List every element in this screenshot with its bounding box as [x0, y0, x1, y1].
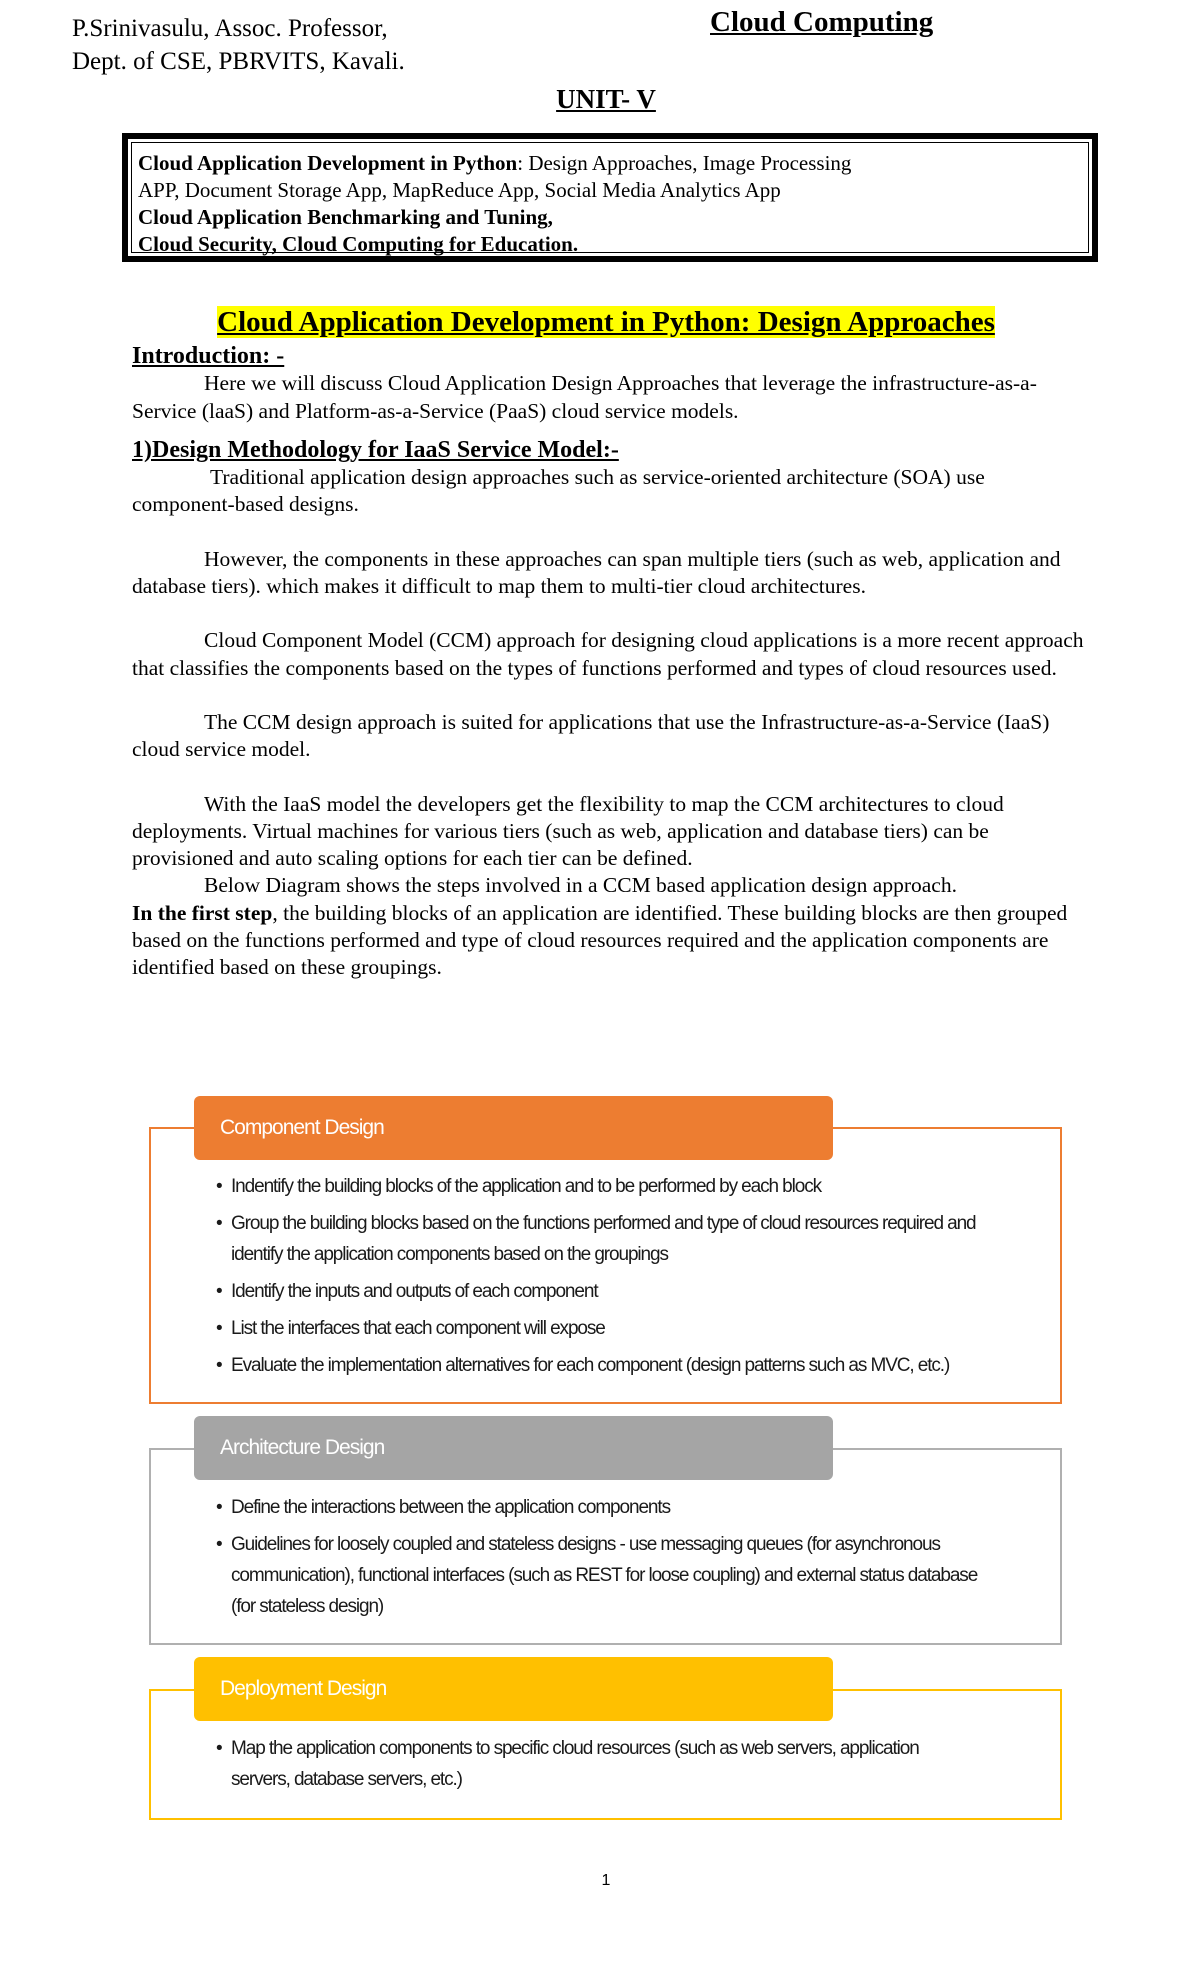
architecture-design-list [218, 1492, 978, 1628]
page-number: 1 [601, 1872, 611, 1889]
department-line: Dept. of CSE, PBRVITS, Kavali. [72, 48, 405, 75]
main-text [132, 343, 1087, 982]
intro-heading: Introduction: - [132, 343, 285, 369]
syllabus-box [122, 133, 1098, 262]
syllabus-topic: Cloud Security, Cloud Computing for Education. [138, 232, 579, 256]
component-design-header: Component Design [194, 1096, 833, 1160]
paragraph: Cloud Component Model (CCM) approach for designing cloud applications is a more recent approach that classifies the components based on the types of functions performed and types of cloud resources used. [132, 628, 1084, 680]
paragraph [132, 900, 1087, 982]
paragraph: With the IaaS model the developers get the flexibility to map the CCM architectures to cloud deployments. Virtual machines for various tiers (such as web, application and database tiers) can be provisioned and auto scaling options for each tier can be defined. [132, 791, 1004, 871]
unit-title: UNIT- V [556, 84, 656, 114]
deployment-design-header: Deployment Design [194, 1657, 833, 1721]
iaas-heading: 1)Design Methodology for IaaS Service Model:- [132, 436, 619, 463]
list-item: • Define the interactions between the application components [218, 1492, 978, 1523]
syllabus-topic: Cloud Application Benchmarking and Tuning, [138, 205, 553, 229]
author-line: P.Srinivasulu, Assoc. Professor, [72, 15, 388, 42]
list-item: • Identify the inputs and outputs of each component [218, 1276, 978, 1307]
list-item: • Indentify the building blocks of the application and to be performed by each block [218, 1171, 978, 1202]
syllabus-topic: Cloud Application Development in Python [138, 151, 518, 175]
deployment-design-list [218, 1733, 978, 1801]
syllabus-text: : Design Approaches, Image Processing [517, 151, 852, 175]
architecture-design-header: Architecture Design [194, 1416, 833, 1480]
paragraph: Below Diagram shows the steps involved in a CCM based application design approach. [204, 873, 957, 898]
emphasis: In the first step [132, 900, 273, 925]
paragraph: The CCM design approach is suited for applications that use the Infrastructure-as-a-Service (IaaS) cloud service model. [132, 709, 1050, 762]
list-item: • Group the building blocks based on the functions performed and type of cloud resources required and identify the application components based on the groupings [218, 1208, 978, 1270]
component-design-list [218, 1171, 978, 1387]
list-item: • List the interfaces that each component will expose [218, 1313, 978, 1344]
intro-paragraph: Here we will discuss Cloud Application Design Approaches that leverage the infrastructure-as-a-Service (laaS) and Platform-as-a-Service (PaaS) cloud service models. [132, 371, 1037, 423]
paragraph: Traditional application design approaches such as service-oriented architecture (SOA) use component-based designs. [132, 465, 985, 517]
list-item: • Evaluate the implementation alternatives for each component (design patterns such as MVC, etc.) [218, 1350, 978, 1381]
section-title-text: Cloud Application Development in Python: Design Approaches [217, 306, 995, 338]
list-item: • Guidelines for loosely coupled and stateless designs - use messaging queues (for asynchronous communication), functional interfaces (such as REST for loose coupling) and external status database (for stateless design) [218, 1529, 978, 1622]
course-title: Cloud Computing [710, 6, 934, 38]
paragraph-text: , the building blocks of an application are identified. These building blocks are then grouped based on the functions performed and type of cloud resources required and the application components are identified based on these groupings. [132, 900, 1068, 980]
author-info [72, 12, 405, 78]
section-title [0, 306, 1200, 339]
syllabus-text: APP, Document Storage App, MapReduce App, Social Media Analytics App [138, 178, 781, 202]
list-item: • Map the application components to specific cloud resources (such as web servers, application servers, database servers, etc.) [218, 1733, 978, 1795]
paragraph: However, the components in these approaches can span multiple tiers (such as web, application and database tiers). which makes it difficult to map them to multi-tier cloud architectures. [132, 546, 1061, 599]
